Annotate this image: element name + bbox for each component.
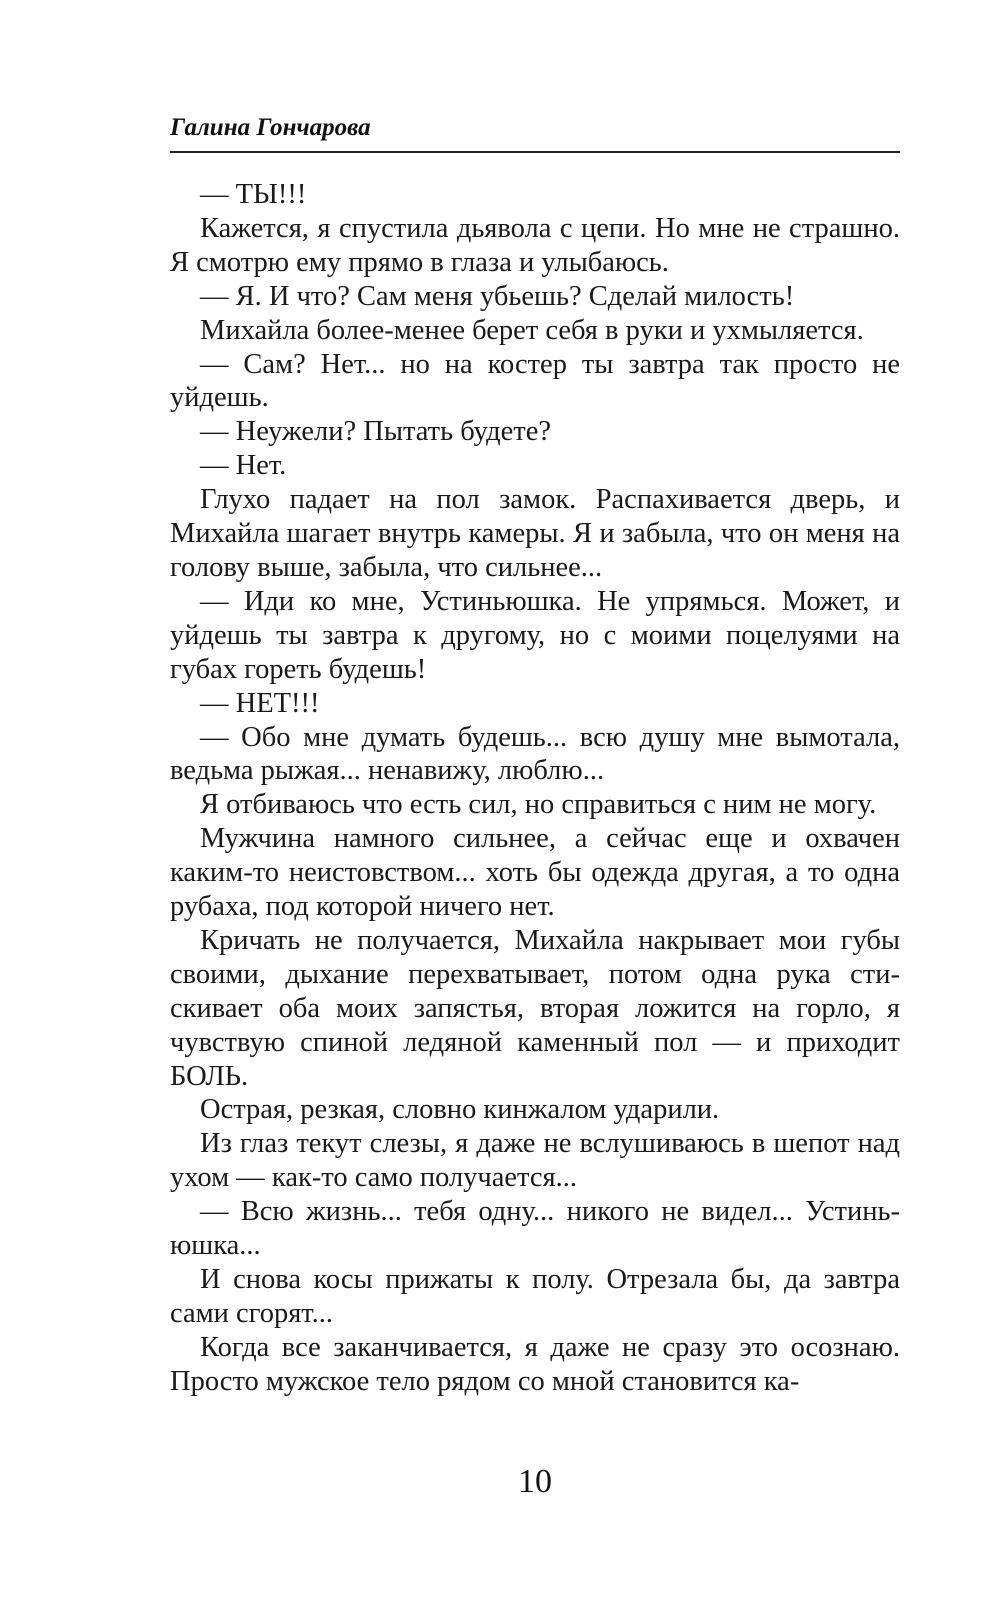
paragraph: Кричать не получается, Михайла накрывает мои губы своими, дыхание перехватывает, потом одна рука стискивает оба моих запястья, вторая ложится на горло, я чувствую спиной ледяной каменный пол — и приходит БОЛЬ. bbox=[170, 924, 900, 1092]
header-rule bbox=[170, 151, 900, 153]
paragraph: — НЕТ!!! bbox=[200, 687, 320, 719]
paragraph: — ТЫ!!! bbox=[200, 179, 307, 210]
page-number: 10 bbox=[518, 1463, 552, 1500]
paragraph: — Всю жизнь... тебя одну... никого не видел... Устиньюшка... bbox=[170, 1196, 900, 1262]
paragraph: И снова косы прижаты к полу. Отрезала бы, да завтра сами сгорят... bbox=[170, 1264, 900, 1329]
paragraph: Михайла более-менее берет себя в руки и ухмыляется. bbox=[200, 314, 864, 346]
paragraph: Мужчина намного сильнее, а сейчас еще и охвачен каким-то неистовством... хоть бы одежда другая, а то одна рубаха, под которой ничего нет. bbox=[170, 823, 900, 923]
paragraph: — Нет. bbox=[200, 450, 287, 482]
paragraph: Из глаз текут слезы, я даже не вслушиваюсь в шепот над ухом — как-то само получается... bbox=[170, 1128, 900, 1194]
running-head-author: Галина Гончарова bbox=[170, 114, 371, 141]
paragraph: — Я. И что? Сам меня убьешь? Сделай милость! bbox=[200, 280, 795, 312]
paragraph: — Неужели? Пытать будете? bbox=[200, 416, 552, 448]
paragraph: — Иди ко мне, Устиньюшка. Не упрямься. Может, и уйдешь ты завтра к другому, но с моими поцелуями на губах гореть будешь! bbox=[170, 585, 900, 685]
body-text bbox=[170, 178, 900, 1399]
paragraph: Кажется, я спустила дьявола с цепи. Но мне не страшно. Я смотрю ему прямо в глаза и улыбаюсь. bbox=[170, 212, 900, 278]
paragraph: Глухо падает на пол замок. Распахивается дверь, и Михайла шагает внутрь камеры. Я и забыла, что он меня на голову выше, забыла, что сильнее... bbox=[170, 484, 900, 583]
paragraph: — Сам? Нет... но на костер ты завтра так просто не уйдешь. bbox=[170, 348, 900, 414]
paragraph: Острая, резкая, словно кинжалом ударили. bbox=[200, 1094, 720, 1126]
paragraph: Я отбиваюсь что есть сил, но справиться с ним не могу. bbox=[200, 789, 877, 821]
paragraph: — Обо мне думать будешь... всю душу мне вымотала, ведьма рыжая... ненавижу, люблю... bbox=[170, 721, 900, 787]
paragraph: Когда все заканчивается, я даже не сразу это осознаю. Просто мужское тело рядом со мной становится ка- bbox=[170, 1331, 900, 1397]
